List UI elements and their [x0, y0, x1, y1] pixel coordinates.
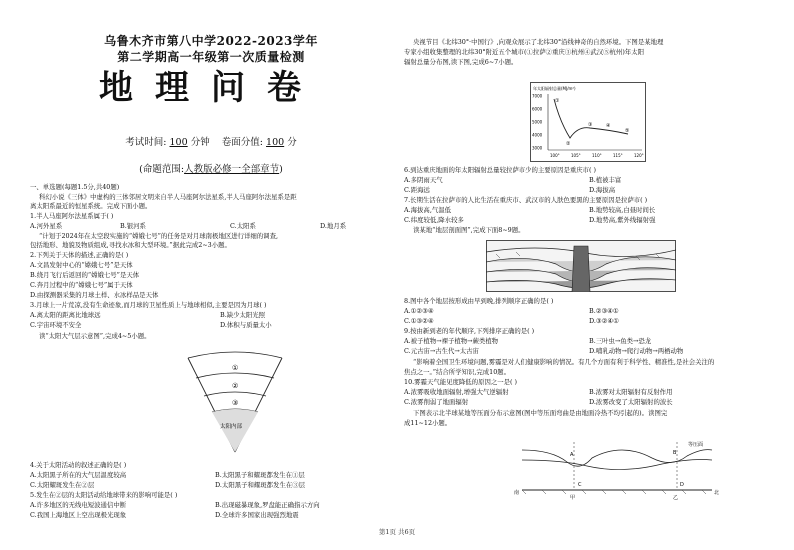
option[interactable]: C.我国上海地区上空出现极光现象 — [30, 511, 127, 519]
question-3: 3.月球上一片荒凉,没有生命迹象,而月球的卫星性质上与地球相似,主要是因为月球( ) — [30, 301, 267, 309]
x-tick-label: 100° — [550, 153, 560, 158]
option[interactable]: D.体积与质量太小 — [220, 321, 272, 329]
sun-atmosphere-figure — [180, 344, 290, 460]
option[interactable]: A.河外星系 — [30, 222, 63, 230]
option[interactable]: A.海拔高,气温低 — [404, 206, 452, 214]
option[interactable]: D.海拔高 — [589, 186, 616, 194]
option[interactable]: C.距海远 — [404, 186, 430, 194]
point-label: ① — [555, 98, 560, 104]
option[interactable]: C.宇宙环境不安全 — [30, 321, 82, 329]
option[interactable]: D.③②④① — [589, 317, 619, 325]
point-label: ⑤ — [625, 128, 630, 134]
option[interactable]: D.全球许多国家出现强烈地震 — [215, 511, 299, 519]
y-tick-label: 4000 — [532, 132, 543, 138]
option[interactable]: B.植被丰富 — [589, 176, 622, 184]
exam-info: 考试时间: 100 分钟 卷面分值: 100 分 — [125, 137, 297, 148]
intro-line: “影响着全国卫生环境问题,雾霾是对人们健康影响的情况。有几个方面有利于科学性、精准性,是社会关注的 — [413, 358, 715, 366]
option[interactable]: B.银河系 — [120, 222, 146, 230]
option[interactable]: A.浓雾吸收地面辐射,增强大气逆辐射 — [404, 388, 509, 396]
option[interactable]: C.太阳耀斑发生在②层 — [30, 481, 95, 489]
question-4: 4.关于太阳活动的叙述正确的是( ) — [30, 461, 127, 469]
option[interactable]: A.文昌发射中心的“嫦娥七号”是天体 — [30, 261, 133, 269]
intro-line: 辐射总量分布图,读下图,完成6~7小题。 — [404, 58, 518, 66]
layer-label: ① — [232, 364, 239, 372]
y-tick-label: 6000 — [532, 106, 543, 112]
y-tick-label: 3000 — [532, 145, 543, 151]
option[interactable]: D.由探测器采集的月球土样、水冰样品是天体 — [30, 291, 159, 299]
option[interactable]: B.绕月飞行后返回的“嫦娥七号”是天体 — [30, 271, 140, 279]
intro-line: 焦点之一。”结合所学知识,完成10题。 — [404, 368, 511, 376]
question-9: 9.按由新到老的年代顺序,下列排序正确的是( ) — [404, 327, 535, 335]
solar-radiation-chart — [530, 82, 646, 166]
point-label: D — [680, 482, 684, 488]
isobar-label: 等压面 — [688, 442, 704, 448]
x-tick-label: 115° — [613, 153, 623, 158]
page-footer: 第1页 共6页 — [378, 528, 416, 536]
option[interactable]: B.出现磁暴现象,罗盘能正确指示方向 — [215, 501, 320, 509]
question-2: 2.下列关于天体的描述,正确的是( ) — [30, 251, 129, 259]
option[interactable]: C.太阳系 — [230, 222, 256, 230]
subject-title: 地理问卷 — [99, 68, 323, 108]
option[interactable]: B.三叶虫→鱼类→恐龙 — [589, 337, 652, 345]
question-1: 1.半人马座阿尔法星系属于( ) — [30, 212, 114, 220]
question-6: 6.到达重庆地面的年太阳辐射总量较拉萨市少的主要原因是重庆市( ) — [404, 166, 597, 174]
y-tick-label: 5000 — [532, 119, 543, 125]
intro-line: 包括地形、地貌及物质组成,寻找水冰和大型环境。”据此完成2~3小题。 — [30, 241, 231, 249]
x-tick-label: 110° — [592, 153, 602, 158]
point-label: ④ — [606, 123, 611, 129]
option[interactable]: A.被子植物→裸子植物→蕨类植物 — [404, 337, 499, 345]
exam-scope: (命题范围:人教版必修一全部章节) — [139, 164, 283, 175]
question-10: 10.雾霾天气能见度降低的原因之一是( ) — [404, 378, 518, 386]
intro-line: 央视节目《北纬30°·中国行》,向观众展示了北纬30°沿线神奇的自然环境。下图是某地理 — [413, 38, 664, 46]
y-axis-label: 年太阳辐射总量(MJ/m²) — [533, 86, 576, 91]
layer-label: 太阳内部 — [220, 424, 243, 430]
point-label: ③ — [588, 122, 593, 128]
option[interactable]: C.奔月过程中的“嫦娥七号”属于天体 — [30, 281, 133, 289]
y-tick-label: 7000 — [532, 93, 543, 99]
question-7: 7.长期生活在拉萨市的人比生活在重庆市、武汉市的人肤色要黑的主要原因是拉萨市( ) — [404, 196, 648, 204]
option[interactable]: D.浓雾改变了太阳辐射的波长 — [589, 398, 673, 406]
option[interactable]: B.缺少太阳光照 — [220, 311, 266, 319]
option[interactable]: C.元古宙→古生代→太古宙 — [404, 347, 479, 355]
option[interactable]: B.浓雾对太阳辐射有反射作用 — [589, 388, 673, 396]
isobar-figure — [512, 436, 722, 506]
option[interactable]: B.太阳黑子和耀斑都发生在①层 — [215, 471, 305, 479]
point-label: ② — [566, 141, 571, 147]
option[interactable]: C.纬度较低,降水较多 — [404, 216, 464, 224]
direction-label: 北 — [714, 490, 720, 496]
point-label: B — [673, 450, 677, 456]
intro-line: “计划于2024年在太空段实施的“嫦娥七号”的任务是对月球南极地区进行详细的调查, — [39, 232, 278, 240]
option[interactable]: C.浓雾削弱了地面辐射 — [404, 398, 469, 406]
option[interactable]: A.离太阳的距离比地球远 — [30, 311, 101, 319]
option[interactable]: A.太阳黑子所在的大气层温度较高 — [30, 471, 127, 479]
intro-line: 离太阳系最近的恒星系统。完成下面小题。 — [30, 202, 152, 210]
option[interactable]: D.地势高,紫外线辐射强 — [589, 216, 656, 224]
intro-line: 专家小组收集整理的北纬30°附近五个城市(①拉萨②重庆③杭州④武汉⑤杭州)年太阳 — [404, 48, 644, 56]
option[interactable]: D.地月系 — [320, 222, 347, 230]
section-heading: 一、单选题(每题1.5分,共40题) — [30, 183, 120, 191]
question-5: 5.发生在②层的太阳活动给地球带来的影响可能是( ) — [30, 491, 178, 499]
option[interactable]: A.①②③④ — [404, 307, 434, 315]
option[interactable]: B.地势较高,白昼时间长 — [589, 206, 656, 214]
option[interactable]: A.许多地区的无线电短波通信中断 — [30, 501, 127, 509]
point-label: C — [578, 482, 582, 488]
option[interactable]: B.②③④① — [589, 307, 619, 315]
exam-title: 第二学期高一年级第一次质量检测 — [117, 50, 305, 64]
direction-label: 南 — [514, 490, 520, 496]
x-tick-label: 105° — [571, 153, 581, 158]
intro-line: 科幻小说《三体》中虚构的三体邻居文明来自半人马座阿尔法星系,半人马座阿尔法星系是距 — [39, 193, 297, 201]
x-tick-label: 120° — [634, 153, 644, 158]
layer-label: ③ — [232, 399, 239, 407]
layer-label: ② — [232, 382, 239, 390]
point-label: 乙 — [673, 495, 679, 501]
question-8: 8.图中各个地层按形成由早到晚,排列顺序正确的是( ) — [404, 297, 554, 305]
point-label: 甲 — [570, 495, 576, 501]
point-label: A — [570, 452, 574, 458]
option[interactable]: C.①③②④ — [404, 317, 434, 325]
school-title: 乌鲁木齐市第八中学2022-2023学年 — [104, 34, 318, 48]
option[interactable]: D.太阳黑子和耀斑都发生在③层 — [215, 481, 306, 489]
strata-profile-figure — [486, 240, 676, 296]
option[interactable]: D.哺乳动物→爬行动物→两栖动物 — [589, 347, 684, 355]
figure-caption: 读某地“地层剖面图”,完成下面8~9题。 — [413, 226, 525, 234]
figure-caption: 读“太阳大气层示意图”,完成4~5小题。 — [39, 332, 151, 340]
intro-line: 成11~12小题。 — [404, 419, 452, 427]
option[interactable]: A.多阴雨天气 — [404, 176, 443, 184]
intro-line: 下图表示北半球某地等压面分布示意图(图中等压面弯曲是由地面冷热不均引起的)。读图完 — [413, 409, 668, 417]
